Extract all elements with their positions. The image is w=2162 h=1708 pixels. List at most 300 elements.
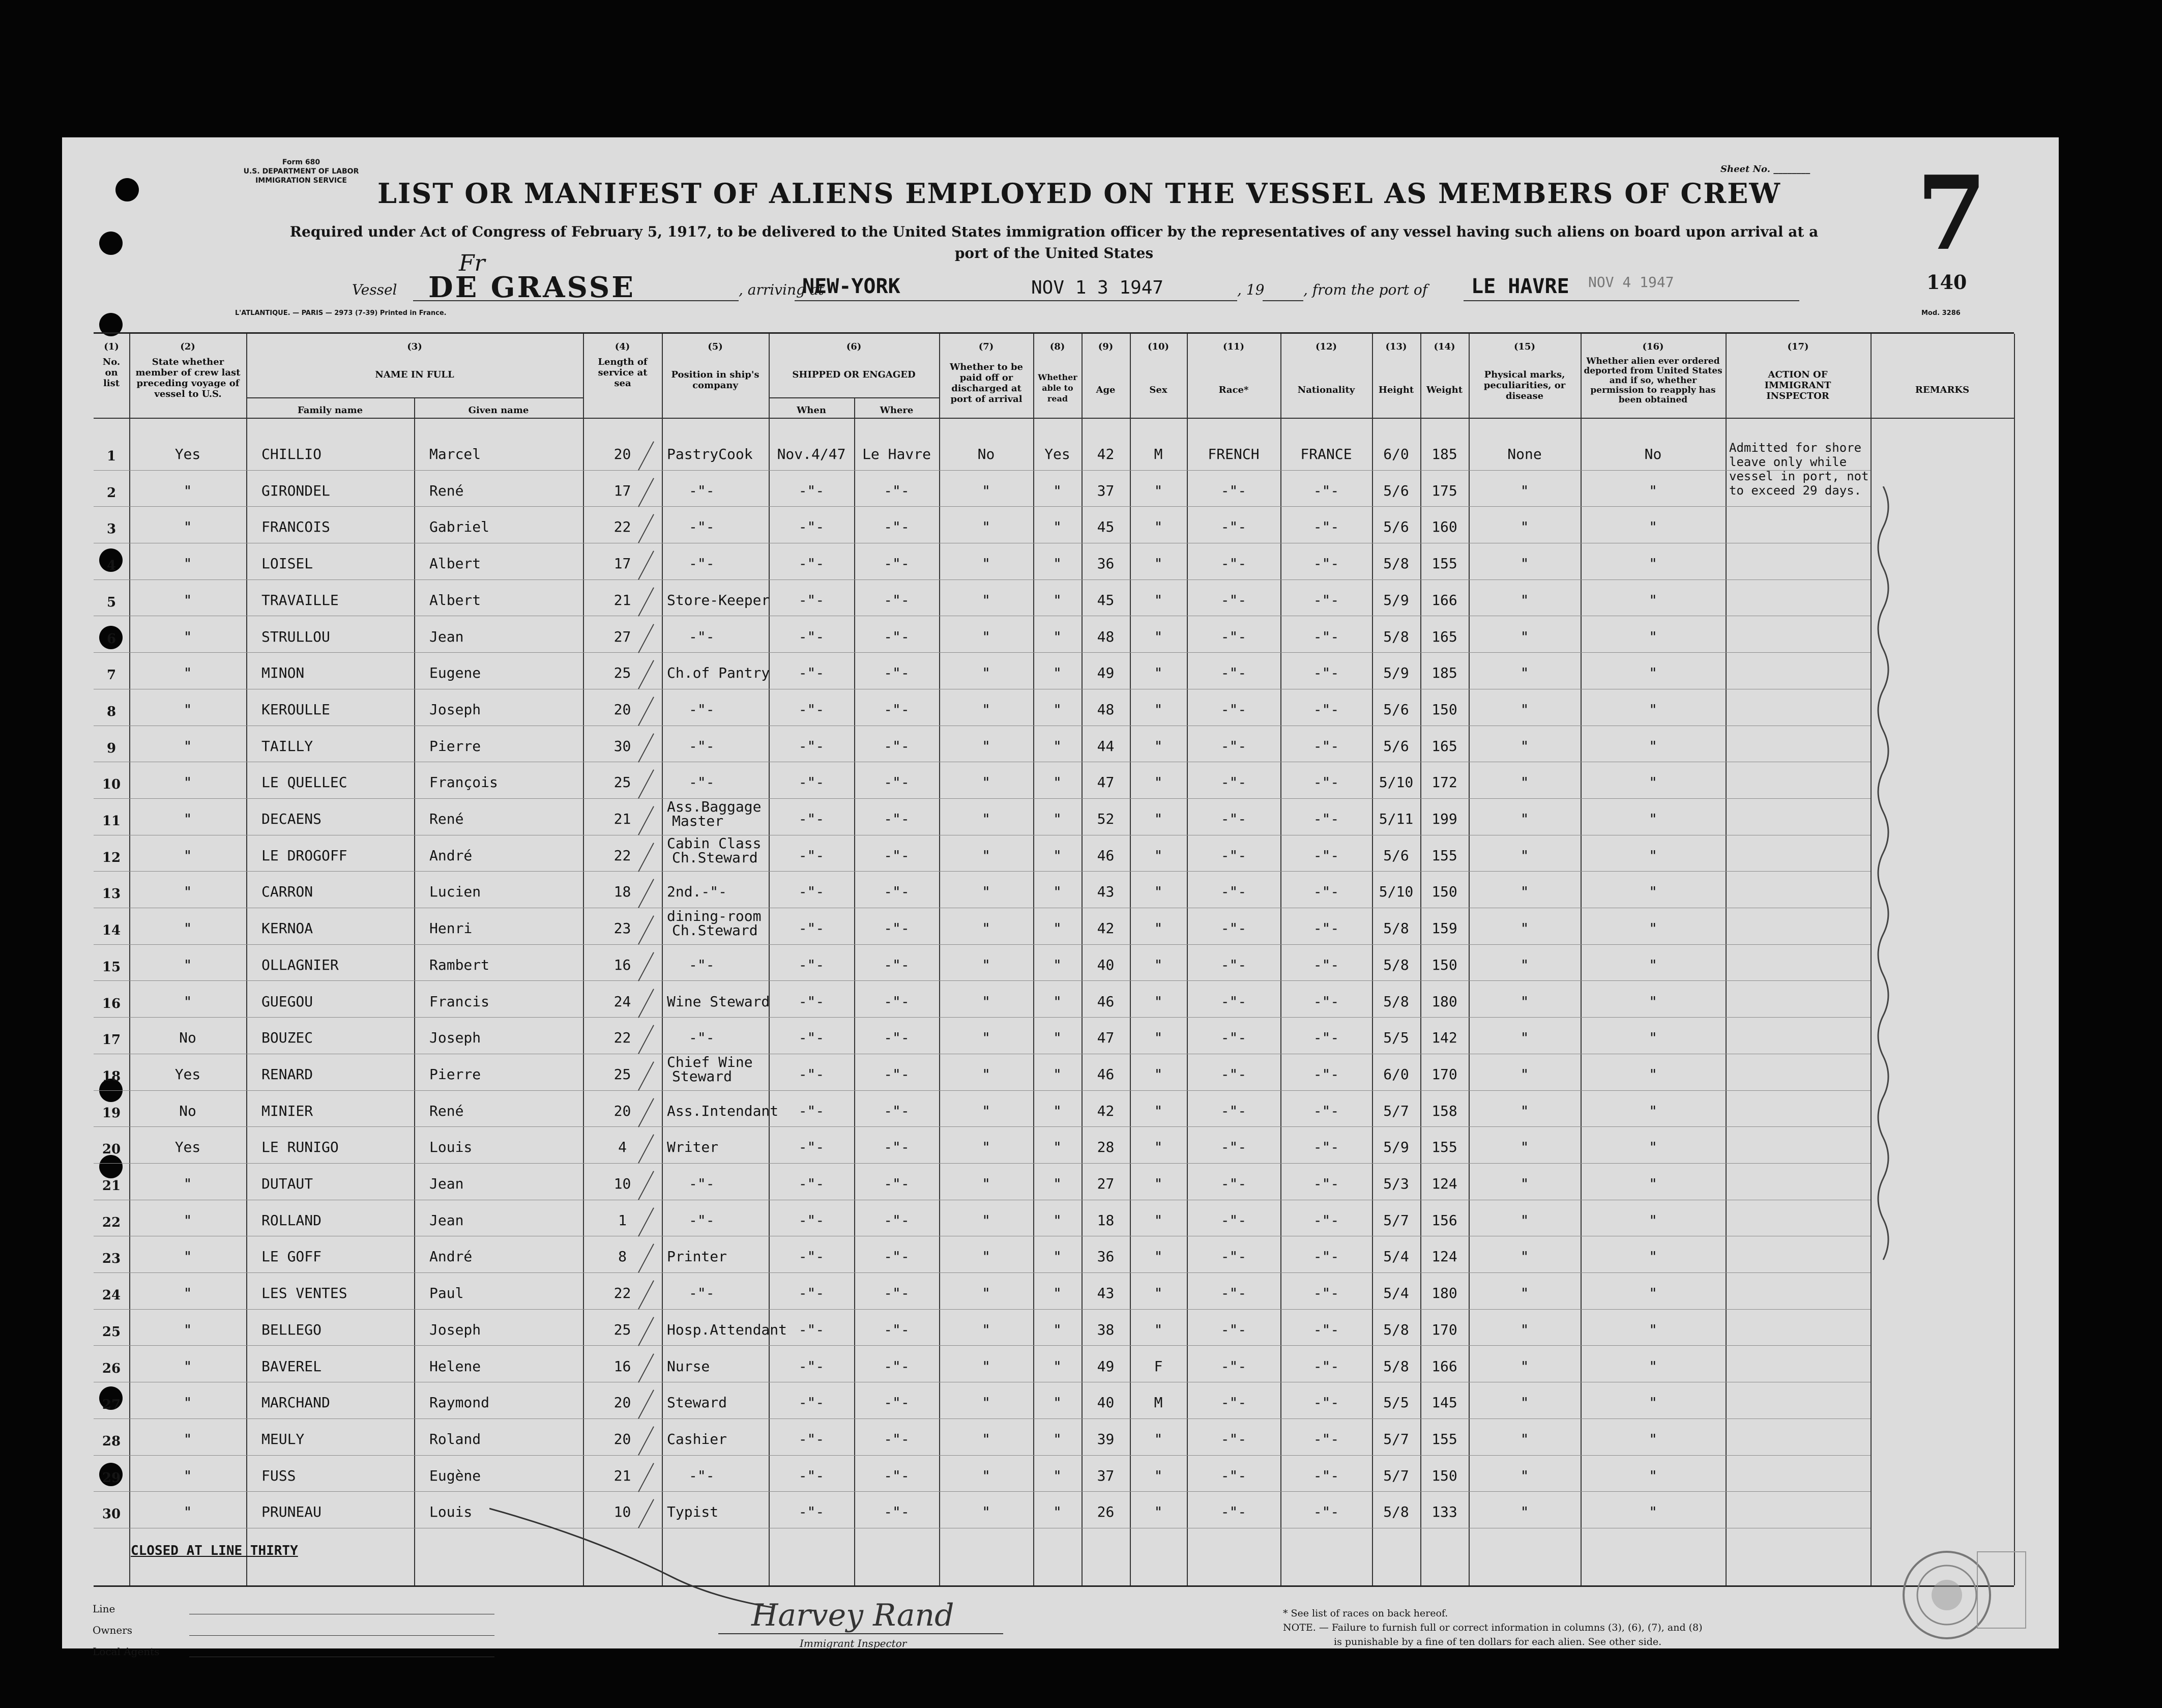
deported-cell: " (1649, 847, 1657, 864)
given-name-cell: Pierre (429, 737, 481, 755)
nationality-cell: -"- (1313, 628, 1339, 645)
physical-marks-cell: " (1520, 1029, 1529, 1047)
sex-cell: " (1154, 1285, 1163, 1302)
height-cell: 5/6 (1383, 701, 1409, 718)
deported-cell: " (1649, 1175, 1657, 1192)
family-name-cell: LE DROGOFF (261, 847, 347, 864)
position-cell: Ass.Intendant (667, 1102, 779, 1119)
shipped-when-cell: -"- (798, 1102, 825, 1119)
physical-marks-cell: " (1520, 1321, 1529, 1338)
sex-cell: " (1154, 1211, 1163, 1229)
physical-marks-cell: " (1520, 482, 1529, 499)
paid-off-cell: " (982, 518, 990, 536)
row-rule (94, 1090, 1871, 1091)
shipped-where-cell: -"- (884, 518, 910, 536)
height-cell: 5/9 (1383, 591, 1409, 609)
position-cell: Ass.Baggage (667, 798, 762, 815)
family-name-cell: RENARD (261, 1065, 313, 1083)
departure-port: LE HAVRE (1471, 275, 1569, 298)
nationality-cell: -"- (1313, 1394, 1339, 1411)
age-cell: 37 (1097, 1467, 1115, 1484)
form-number: Form 680 (282, 158, 320, 166)
position-cell: Nurse (667, 1357, 710, 1375)
weight-cell: 170 (1431, 1321, 1457, 1338)
weight-cell: 124 (1431, 1248, 1457, 1265)
shipped-when-cell: -"- (798, 920, 825, 937)
shipped-when-cell: -"- (798, 1065, 825, 1083)
sex-cell: " (1154, 847, 1163, 864)
nationality-cell: FRANCE (1300, 446, 1352, 462)
header-nationality: Nationality (1297, 385, 1355, 395)
physical-marks-cell: " (1520, 591, 1529, 609)
height-cell: 6/0 (1383, 446, 1409, 462)
col-num-6: (6) (846, 341, 862, 352)
sex-cell: M (1154, 446, 1163, 462)
position-cell: Store-Keeper (667, 591, 770, 609)
family-name-cell: BELLEGO (261, 1321, 322, 1338)
weight-cell: 170 (1431, 1065, 1457, 1083)
age-cell: 18 (1097, 1211, 1115, 1229)
table-row (94, 910, 2014, 946)
vessel-underline (413, 300, 739, 301)
physical-marks-cell: " (1520, 847, 1529, 864)
footer-note-races: * See list of races on back hereof. (1283, 1608, 1448, 1619)
row-number-cell: 18 (102, 1068, 121, 1084)
shipped-where-cell: -"- (884, 737, 910, 755)
col-num-4: (4) (615, 341, 630, 352)
row-number-cell: 14 (102, 923, 121, 939)
nationality-cell: -"- (1313, 810, 1339, 827)
physical-marks-cell: " (1520, 1394, 1529, 1411)
service-length-cell: 10 (613, 1503, 631, 1521)
row-number-cell: 25 (102, 1324, 121, 1340)
service-length-cell: 21 (613, 810, 631, 827)
physical-marks-cell: " (1520, 1102, 1529, 1119)
able-to-read-cell: " (1053, 518, 1062, 536)
able-to-read-cell: " (1053, 847, 1062, 864)
position-cell: Ch.of Pantry (667, 664, 770, 682)
nationality-cell: -"- (1313, 1467, 1339, 1484)
given-name-cell: René (429, 810, 464, 827)
deported-cell: " (1649, 883, 1657, 901)
given-name-cell: René (429, 482, 464, 499)
weight-cell: 142 (1431, 1029, 1457, 1047)
row-number-cell: 11 (102, 814, 121, 829)
printer-imprint: L'ATLANTIQUE. — PARIS — 2973 (7-39) Printed in France. (235, 309, 447, 317)
sex-cell: " (1154, 1139, 1163, 1156)
form-subtitle (164, 221, 1944, 264)
position-cell: -"- (689, 1175, 715, 1192)
race-cell: -"- (1220, 1321, 1247, 1338)
weight-cell: 155 (1431, 847, 1457, 864)
header-weight: Weight (1426, 385, 1463, 395)
sex-cell: " (1154, 701, 1163, 718)
age-cell: 45 (1097, 518, 1115, 536)
height-cell: 5/8 (1383, 993, 1409, 1010)
row-rule (94, 470, 1871, 471)
row-rule (94, 506, 1871, 507)
weight-cell: 150 (1431, 883, 1457, 901)
height-cell: 5/10 (1379, 774, 1414, 791)
row-number-cell: 20 (102, 1142, 121, 1157)
sex-cell: " (1154, 1175, 1163, 1192)
deported-cell: " (1649, 1029, 1657, 1047)
paid-off-cell: " (982, 774, 990, 791)
age-cell: 43 (1097, 883, 1115, 901)
previous-voyage-cell: Yes (174, 446, 201, 462)
height-cell: 5/6 (1383, 847, 1409, 864)
given-name-cell: Raymond (429, 1394, 490, 1411)
height-cell: 5/6 (1383, 737, 1409, 755)
given-name-cell: Jean (429, 628, 464, 645)
row-rule (94, 1272, 1871, 1273)
row-rule (94, 1126, 1871, 1127)
nationality-cell: -"- (1313, 1503, 1339, 1521)
table-row (94, 1384, 2014, 1421)
race-cell: -"- (1220, 1102, 1247, 1119)
weight-cell: 150 (1431, 956, 1457, 973)
paid-off-cell: " (982, 956, 990, 973)
shipped-when-cell: -"- (798, 1139, 825, 1156)
paid-off-cell: " (982, 1175, 990, 1192)
departure-underline (1464, 300, 1799, 301)
model-number: Mod. 3286 (1921, 309, 1961, 317)
race-cell: -"- (1220, 1394, 1247, 1411)
service-length-cell: 10 (613, 1175, 631, 1192)
nationality-cell: -"- (1313, 1321, 1339, 1338)
deported-cell: " (1649, 664, 1657, 682)
shipped-when-cell: -"- (798, 993, 825, 1010)
shipped-where-cell: -"- (884, 1503, 910, 1521)
nationality-cell: -"- (1313, 1175, 1339, 1192)
header-length-of-service: Length of service at sea (598, 357, 648, 389)
previous-voyage-cell: " (183, 993, 192, 1010)
shipped-when-cell: -"- (798, 664, 825, 682)
family-name-cell: OLLAGNIER (261, 956, 339, 973)
row-number-cell: 7 (106, 668, 116, 683)
service-length-cell: 16 (613, 956, 631, 973)
height-cell: 5/4 (1383, 1285, 1409, 1302)
given-name-cell: Francis (429, 993, 490, 1010)
given-name-cell: Jean (429, 1211, 464, 1229)
able-to-read-cell: " (1053, 664, 1062, 682)
position-cell: -"- (689, 628, 715, 645)
age-cell: 52 (1097, 810, 1115, 827)
table-row (94, 983, 2014, 1020)
paid-off-cell: " (982, 1211, 990, 1229)
sex-cell: " (1154, 1029, 1163, 1047)
service-length-cell: 20 (613, 446, 631, 462)
paid-off-cell: " (982, 1285, 990, 1302)
position-cell: -"- (689, 555, 715, 572)
sex-cell: " (1154, 1430, 1163, 1448)
shipped-when-cell: -"- (798, 1357, 825, 1375)
weight-cell: 156 (1431, 1211, 1457, 1229)
paid-off-cell: " (982, 628, 990, 645)
weight-cell: 166 (1431, 1357, 1457, 1375)
given-name-cell: Albert (429, 555, 481, 572)
shipped-where-cell: -"- (884, 774, 910, 791)
row-rule (94, 652, 1871, 653)
position-cell: Steward (667, 1394, 727, 1411)
nationality-cell: -"- (1313, 1065, 1339, 1083)
weight-cell: 165 (1431, 628, 1457, 645)
year-label: , 19 (1237, 281, 1265, 298)
physical-marks-cell: " (1520, 993, 1529, 1010)
header-name-in-full: NAME IN FULL (375, 369, 454, 380)
nationality-cell: -"- (1313, 1029, 1339, 1047)
age-cell: 38 (1097, 1321, 1115, 1338)
physical-marks-cell: " (1520, 1139, 1529, 1156)
table-row (94, 1202, 2014, 1238)
shipped-where-cell: -"- (884, 1029, 910, 1047)
given-name-cell: Roland (429, 1430, 481, 1448)
height-cell: 5/8 (1383, 956, 1409, 973)
table-row (94, 728, 2014, 764)
column-rule (2014, 334, 2015, 1585)
col-num-5: (5) (708, 341, 723, 352)
physical-marks-cell: " (1520, 920, 1529, 937)
service-length-cell: 20 (613, 701, 631, 718)
table-row (94, 545, 2014, 582)
table-row (94, 764, 2014, 800)
family-name-cell: STRULLOU (261, 628, 330, 645)
age-cell: 42 (1097, 920, 1115, 937)
shipped-when-cell: -"- (798, 1029, 825, 1047)
service-length-cell: 24 (613, 993, 631, 1010)
nationality-cell: -"- (1313, 664, 1339, 682)
weight-cell: 124 (1431, 1175, 1457, 1192)
paid-off-cell: No (977, 446, 995, 462)
service-length-cell: 18 (613, 883, 631, 901)
physical-marks-cell: " (1520, 701, 1529, 718)
nationality-cell: -"- (1313, 774, 1339, 791)
row-number-cell: 19 (102, 1105, 121, 1121)
given-name-cell: Joseph (429, 701, 481, 718)
deported-cell: No (1644, 446, 1662, 462)
punch-hole (99, 231, 123, 255)
row-number-cell: 9 (106, 740, 116, 756)
sheet-label: Sheet No. ________ (1720, 164, 1810, 175)
family-name-cell: KEROULLE (261, 701, 330, 718)
sex-cell: " (1154, 920, 1163, 937)
deported-cell: " (1649, 591, 1657, 609)
physical-marks-cell: " (1520, 1285, 1529, 1302)
row-number-cell: 13 (102, 886, 121, 902)
able-to-read-cell: " (1053, 1503, 1062, 1521)
able-to-read-cell: Yes (1044, 446, 1070, 462)
physical-marks-cell: " (1520, 737, 1529, 755)
subtitle-line-2: port of the United States (954, 245, 1154, 262)
position-cell: -"- (689, 1467, 715, 1484)
race-cell: -"- (1220, 1357, 1247, 1375)
previous-voyage-cell: " (183, 1394, 192, 1411)
age-cell: 46 (1097, 847, 1115, 864)
sex-cell: " (1154, 883, 1163, 901)
height-cell: 6/0 (1383, 1065, 1409, 1083)
deported-cell: " (1649, 1211, 1657, 1229)
position-cell: -"- (689, 774, 715, 791)
col-num-10: (10) (1147, 341, 1170, 352)
paid-off-cell: " (982, 482, 990, 499)
previous-voyage-cell: Yes (174, 1065, 201, 1083)
age-cell: 47 (1097, 774, 1115, 791)
deported-cell: " (1649, 482, 1657, 499)
service-length-cell: 25 (613, 664, 631, 682)
position-cell: -"- (689, 1211, 715, 1229)
height-cell: 5/7 (1383, 1102, 1409, 1119)
service-length-cell: 20 (613, 1102, 631, 1119)
col-num-15: (15) (1513, 341, 1536, 352)
race-cell: -"- (1220, 993, 1247, 1010)
deported-cell: " (1649, 774, 1657, 791)
sex-cell: " (1154, 664, 1163, 682)
table-row (94, 691, 2014, 728)
deported-cell: " (1649, 810, 1657, 827)
age-cell: 46 (1097, 1065, 1115, 1083)
shipped-when-cell: -"- (798, 1394, 825, 1411)
sheet-label-text: Sheet No. (1720, 164, 1770, 175)
weight-cell: 155 (1431, 555, 1457, 572)
row-number-cell: 6 (106, 631, 116, 647)
family-name-cell: FUSS (261, 1467, 296, 1484)
shipped-where-cell: Le Havre (862, 446, 931, 462)
nationality-cell: -"- (1313, 847, 1339, 864)
paid-off-cell: " (982, 920, 990, 937)
position-cell: -"- (689, 737, 715, 755)
table-row (94, 472, 2014, 509)
shipped-when-cell: -"- (798, 1503, 825, 1521)
deported-cell: " (1649, 993, 1657, 1010)
sheet-number: 7 (1916, 154, 1988, 273)
shipped-when-cell: -"- (798, 1285, 825, 1302)
weight-cell: 175 (1431, 482, 1457, 499)
header-sex: Sex (1149, 385, 1167, 395)
given-name-cell: Louis (429, 1503, 473, 1521)
deported-cell: " (1649, 1102, 1657, 1119)
previous-voyage-cell: " (183, 1248, 192, 1265)
header-deported: Whether alien ever ordered deported from United States and if so, whether permission to reapply has been obtained (1584, 356, 1722, 405)
able-to-read-cell: " (1053, 737, 1062, 755)
weight-cell: 133 (1431, 1503, 1457, 1521)
row-rule (94, 980, 1871, 981)
family-name-cell: TAILLY (261, 737, 313, 755)
height-cell: 5/5 (1383, 1029, 1409, 1047)
nationality-cell: -"- (1313, 956, 1339, 973)
physical-marks-cell: " (1520, 1467, 1529, 1484)
given-name-cell: Albert (429, 591, 481, 609)
shipped-when-cell: -"- (798, 847, 825, 864)
age-cell: 36 (1097, 555, 1115, 572)
weight-cell: 155 (1431, 1430, 1457, 1448)
position-cell: Writer (667, 1139, 719, 1156)
nationality-cell: -"- (1313, 1102, 1339, 1119)
deported-cell: " (1649, 1248, 1657, 1265)
col-num-13: (13) (1385, 341, 1407, 352)
physical-marks-cell: " (1520, 883, 1529, 901)
previous-voyage-cell: " (183, 920, 192, 937)
age-cell: 40 (1097, 956, 1115, 973)
paid-off-cell: " (982, 810, 990, 827)
footer-owners-rule (189, 1635, 494, 1636)
paid-off-cell: " (982, 1357, 990, 1375)
position-cell-line-2: Ch.Steward (672, 849, 758, 866)
header-paid-off: Whether to be paid off or discharged at port of arrival (950, 362, 1023, 404)
sex-cell: M (1154, 1394, 1163, 1411)
able-to-read-cell: " (1053, 1029, 1062, 1047)
service-length-cell: 20 (613, 1430, 631, 1448)
page-number: 140 (1926, 271, 1967, 294)
department-name: U.S. DEPARTMENT OF LABOR (243, 167, 359, 176)
row-rule (94, 1017, 1871, 1018)
sex-cell: " (1154, 1503, 1163, 1521)
given-name-cell: Jean (429, 1175, 464, 1192)
family-name-cell: GUEGOU (261, 993, 313, 1010)
header-shipped-engaged: SHIPPED OR ENGAGED (792, 369, 916, 380)
shipped-where-cell: -"- (884, 920, 910, 937)
shipped-where-cell: -"- (884, 591, 910, 609)
shipped-where-cell: -"- (884, 701, 910, 718)
weight-cell: 155 (1431, 1139, 1457, 1156)
race-cell: FRENCH (1208, 446, 1260, 462)
vessel-name: DE GRASSE (428, 271, 635, 304)
deported-cell: " (1649, 1321, 1657, 1338)
header-age: Age (1096, 385, 1116, 395)
service-length-cell: 25 (613, 774, 631, 791)
sex-cell: " (1154, 737, 1163, 755)
service-length-cell: 4 (618, 1139, 627, 1156)
shipped-when-cell: -"- (798, 591, 825, 609)
family-name-cell: MARCHAND (261, 1394, 330, 1411)
physical-marks-cell: " (1520, 1211, 1529, 1229)
form-identification (225, 158, 377, 185)
shipped-when-cell: -"- (798, 810, 825, 827)
position-cell: dining-room (667, 908, 762, 925)
shipped-when-cell: Nov.4/47 (777, 446, 846, 462)
shipped-where-cell: -"- (884, 628, 910, 645)
physical-marks-cell: " (1520, 1430, 1529, 1448)
row-rule (94, 1309, 1871, 1310)
row-rule (94, 1455, 1871, 1456)
shipped-when-cell: -"- (798, 737, 825, 755)
row-number-cell: 30 (102, 1507, 121, 1522)
race-cell: -"- (1220, 737, 1247, 755)
table-row (94, 1493, 2014, 1530)
sex-cell: " (1154, 956, 1163, 973)
age-cell: 44 (1097, 737, 1115, 755)
position-cell: Hosp.Attendant (667, 1321, 787, 1338)
col-num-7: (7) (978, 341, 994, 352)
age-cell: 39 (1097, 1430, 1115, 1448)
able-to-read-cell: " (1053, 591, 1062, 609)
shipped-where-cell: -"- (884, 1065, 910, 1083)
service-length-cell: 30 (613, 737, 631, 755)
nationality-cell: -"- (1313, 883, 1339, 901)
position-cell: -"- (689, 956, 715, 973)
sex-cell: " (1154, 1321, 1163, 1338)
paid-off-cell: " (982, 1248, 990, 1265)
age-cell: 43 (1097, 1285, 1115, 1302)
height-cell: 5/7 (1383, 1211, 1409, 1229)
arriving-label: , arriving at (739, 281, 824, 298)
age-cell: 37 (1097, 482, 1115, 499)
shipped-when-cell: -"- (798, 883, 825, 901)
table-row (94, 1165, 2014, 1202)
given-name-cell: Pierre (429, 1065, 481, 1083)
previous-voyage-cell: " (183, 956, 192, 973)
table-row (94, 618, 2014, 655)
shipped-when-cell: -"- (798, 1467, 825, 1484)
